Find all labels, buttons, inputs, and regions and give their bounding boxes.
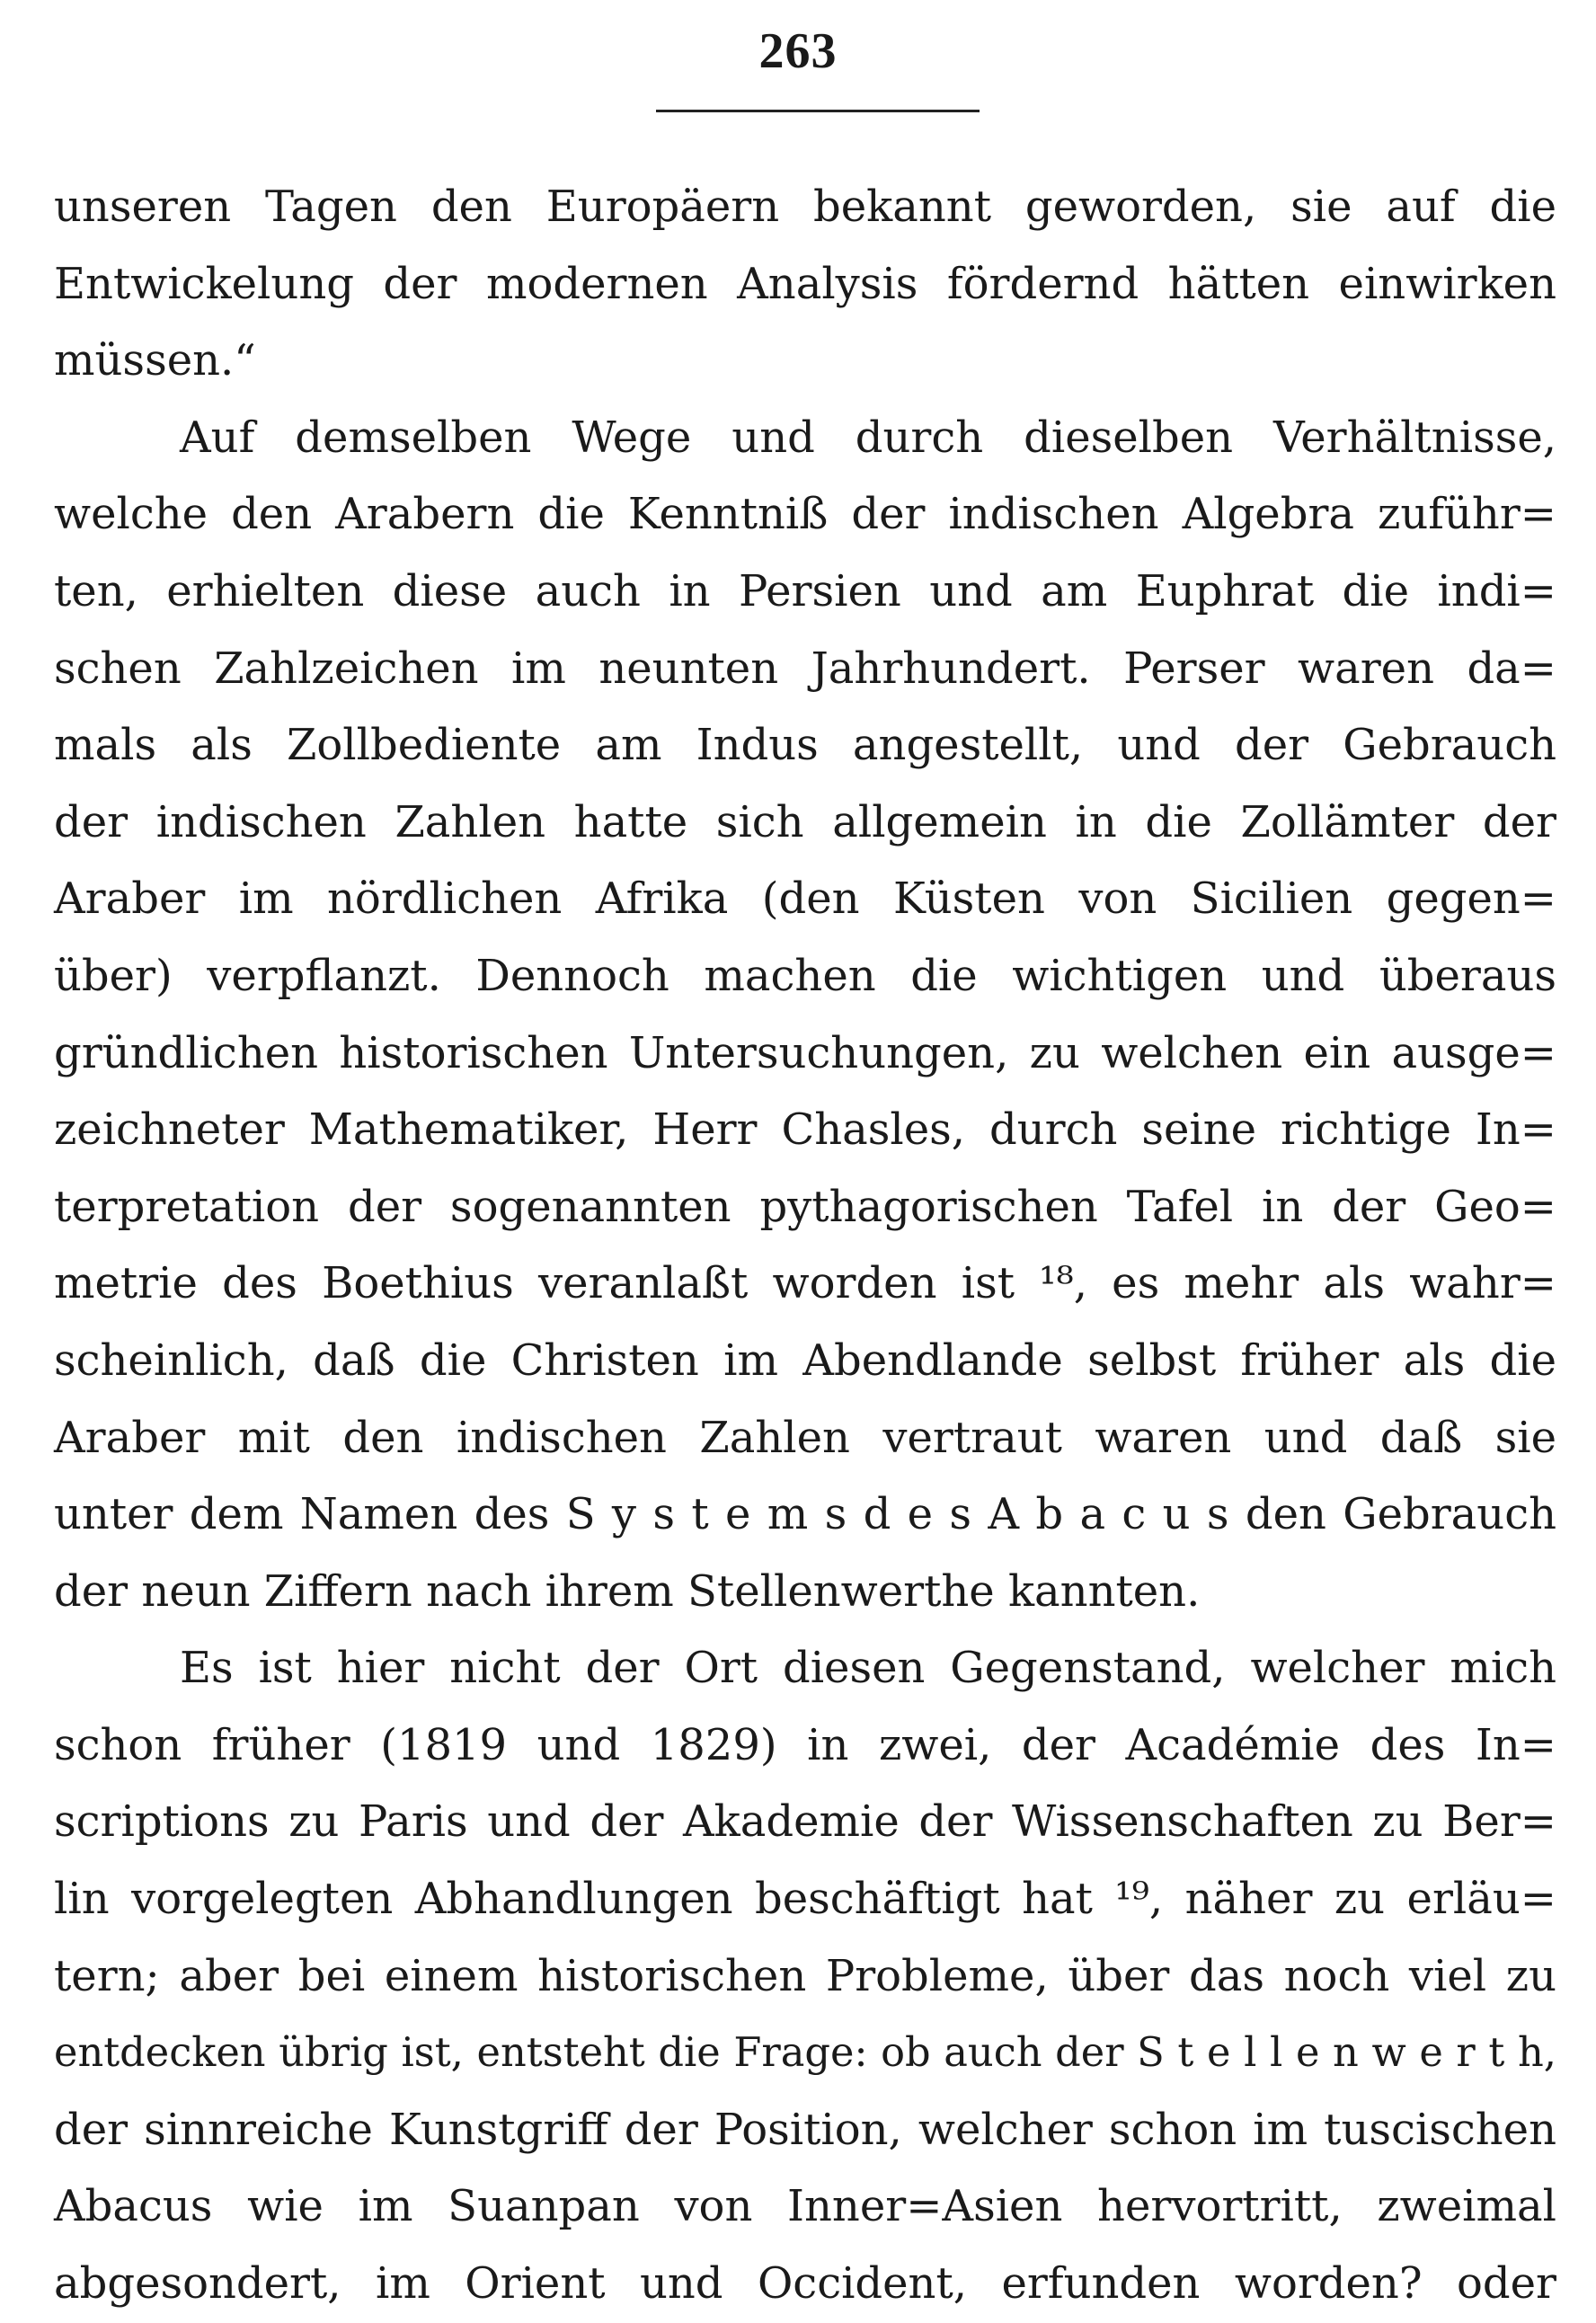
body-text	[54, 169, 1556, 2323]
text-line: schon früher (1819 und 1829) in zwei, der Académie des In=	[54, 1719, 1556, 1770]
text-line: der neun Ziffern nach ihrem Stellenwerthe kannten.	[54, 1565, 1201, 1617]
text-line: schen Zahlzeichen im neunten Jahrhundert. Perser waren da=	[54, 643, 1556, 694]
text-line: welche den Arabern die Kenntniß der indischen Algebra zuführ=	[54, 489, 1556, 540]
text-line: terpretation der sogenannten pythagorischen Tafel in der Geo=	[54, 1181, 1556, 1232]
text-line: abgesondert, im Orient und Occident, erfunden worden? oder	[54, 2258, 1556, 2310]
text-line: der sinnreiche Kunstgriff der Position, welcher schon im tuscischen	[54, 2104, 1556, 2155]
text-line: gründlichen historischen Untersuchungen, zu welchen ein ausge=	[54, 1027, 1556, 1078]
text-line: zeichneter Mathematiker, Herr Chasles, durch seine richtige In=	[54, 1104, 1556, 1156]
text-line: entdecken übrig ist, entsteht die Frage: ob auch der S t e l l e n w e r t h,	[54, 2029, 1556, 2077]
text-line: lin vorgelegten Abhandlungen beschäftigt hat ¹⁹, näher zu erläu=	[54, 1874, 1556, 1925]
paragraph-start-line: Es ist hier nicht der Ort diesen Gegenstand, welcher mich	[180, 1643, 1556, 1694]
text-line: über) verpflanzt. Dennoch machen die wichtigen und überaus	[54, 950, 1556, 1001]
text-line: müssen.“	[54, 335, 256, 386]
text-line: mals als Zollbediente am Indus angestellt, und der Gebrauch	[54, 720, 1556, 771]
text-line: scheinlich, daß die Christen im Abendlande selbst früher als die	[54, 1334, 1556, 1386]
paragraph-start-line: Auf demselben Wege und durch dieselben Verhältnisse,	[180, 412, 1556, 463]
text-line: Entwickelung der modernen Analysis fördernd hätten einwirken	[54, 258, 1556, 309]
text-line: Araber im nördlichen Afrika (den Küsten von Sicilien gegen=	[54, 873, 1556, 925]
text-line: scriptions zu Paris und der Akademie der Wissenschaften zu Ber=	[54, 1796, 1556, 1848]
text-line: ten, erhielten diese auch in Persien und am Euphrat die indi=	[54, 565, 1556, 616]
text-line: Araber mit den indischen Zahlen vertraut waren und daß sie	[54, 1412, 1556, 1463]
text-line: Abacus wie im Suanpan von Inner=Asien hervortritt, zweimal	[54, 2181, 1556, 2232]
text-line: unter dem Namen des S y s t e m s d e s A b a c u s den Gebrauch	[54, 1489, 1556, 1540]
text-line: unseren Tagen den Europäern bekannt geworden, sie auf die	[54, 182, 1556, 232]
text-line: metrie des Boethius veranlaßt worden ist ¹⁸, es mehr als wahr=	[54, 1258, 1556, 1309]
page-number: 263	[758, 23, 838, 79]
text-line: der indischen Zahlen hatte sich allgemein in die Zollämter der	[54, 796, 1556, 847]
text-line: tern; aber bei einem historischen Probleme, über das noch viel zu	[54, 1950, 1556, 2001]
header-rule	[656, 110, 980, 112]
